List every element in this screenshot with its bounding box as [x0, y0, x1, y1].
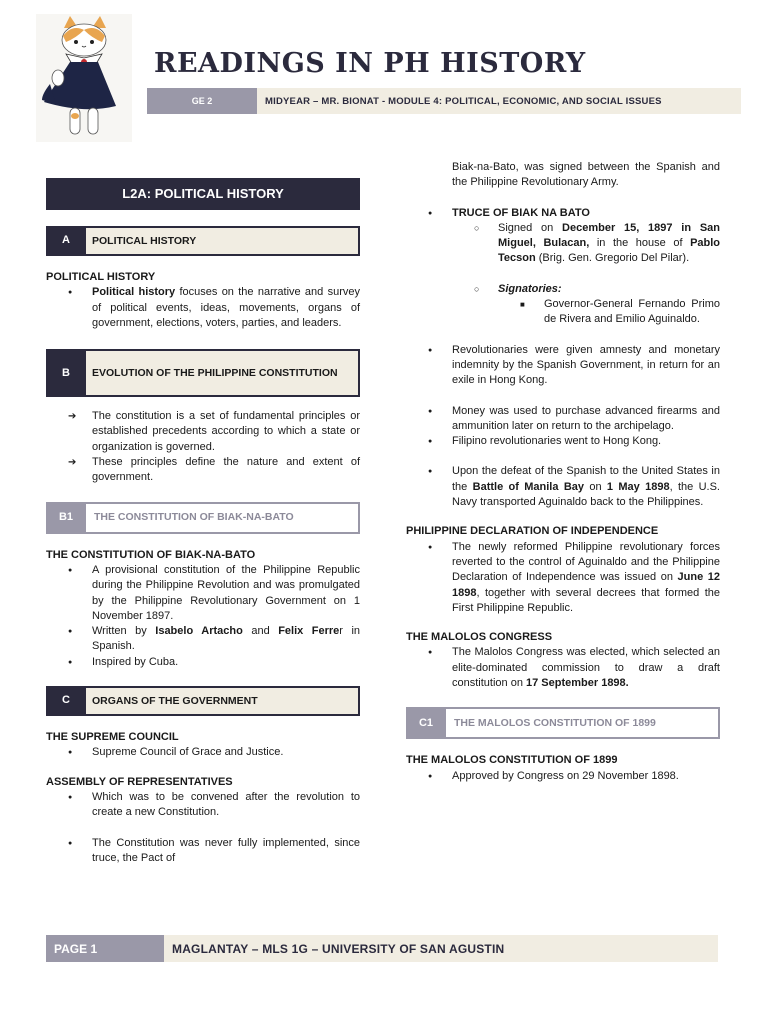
subheading-supreme-council: THE SUPREME COUNCIL	[46, 731, 179, 744]
list-item: ● TRUCE OF BIAK NA BATO	[406, 206, 720, 221]
list-item-continued: Biak-na-Bato, was signed between the Spanish and the Philippine Revolutionary Army.	[452, 161, 720, 189]
bullet-list	[46, 285, 360, 331]
list-item: ○ Signed on December 15, 1897 in San Miguel, Bulacan, in the house of Pablo Tecson (Brig. Gen. Gregorio Del Pilar).	[406, 221, 720, 267]
course-banner	[147, 88, 741, 114]
section-letter: B1	[46, 504, 86, 532]
sub-bullet-list	[406, 221, 720, 297]
subheading-malolos-constitution: THE MALOLOS CONSTITUTION OF 1899	[406, 754, 618, 767]
section-letter: C1	[406, 709, 446, 737]
document-title: READINGS IN PH HISTORY	[154, 48, 586, 79]
bullet-list	[46, 563, 360, 670]
section-b-header	[46, 349, 360, 397]
list-item: ● Inspired by Cuba.	[46, 655, 360, 670]
bullet-list	[406, 206, 720, 221]
section-a-header	[46, 226, 360, 256]
course-subtitle: MIDYEAR – MR. BIONAT - MODULE 4: POLITICAL, ECONOMIC, AND SOCIAL ISSUES	[265, 95, 662, 107]
subheading-malolos-congress: THE MALOLOS CONGRESS	[406, 631, 553, 644]
list-item: ● Which was to be convened after the revolution to create a new Constitution.	[46, 790, 360, 821]
section-letter: C	[46, 688, 86, 714]
subheading-independence: PHILIPPINE DECLARATION OF INDEPENDENCE	[406, 525, 659, 538]
bullet-list	[46, 790, 360, 866]
subheading-political-history: POLITICAL HISTORY	[46, 271, 156, 283]
subheading-assembly: ASSEMBLY OF REPRESENTATIVES	[46, 775, 233, 788]
section-letter: B	[46, 351, 86, 395]
list-item: ● Money was used to purchase advanced firearms and ammunition later on return to the archipelago.	[406, 404, 720, 435]
list-item: ● Approved by Congress on 29 November 1898.	[406, 769, 720, 784]
bullet-list	[46, 745, 360, 760]
section-c-header	[46, 686, 360, 716]
lesson-title: L2A: POLITICAL HISTORY	[46, 178, 360, 210]
list-item: ● Filipino revolutionaries went to Hong Kong.	[406, 434, 720, 449]
list-item: ● Supreme Council of Grace and Justice.	[46, 745, 360, 760]
section-name: THE MALOLOS CONSTITUTION OF 1899	[454, 716, 656, 729]
list-item: ● Political history focuses on the narrative and survey of political events, ideas, movements, organs of government, elections, voters, parties, and leaders.	[46, 285, 360, 331]
sub-sub-bullet-list	[406, 297, 720, 328]
list-item: ● Upon the defeat of the Spanish to the United States in the Battle of Manila Bay on 1 May 1898, the U.S. Navy transported Aguinaldo back to the Philippines.	[406, 464, 720, 510]
list-item: ➔ These principles define the nature and extent of government.	[46, 455, 360, 486]
list-item: ➔ The constitution is a set of fundamental principles or established precedents according to which a state or organization is governed.	[46, 409, 360, 455]
bullet-list	[406, 769, 720, 784]
section-name: POLITICAL HISTORY	[92, 234, 197, 247]
footer-author: MAGLANTAY – MLS 1G – UNIVERSITY OF SAN AGUSTIN	[172, 941, 505, 956]
arrow-list	[46, 409, 360, 485]
list-item: ● Written by Isabelo Artacho and Felix Ferrer in Spanish.	[46, 624, 360, 655]
cat-mascot-illustration	[36, 14, 132, 142]
list-item: ● The newly reformed Philippine revolutionary forces reverted to the control of Aguinaldo and the Philippine Declaration of Independence was issued on June 12 1898, together with several decrees that formed the First Philippine Republic.	[406, 540, 720, 616]
page-number: PAGE 1	[46, 935, 164, 962]
section-name: EVOLUTION OF THE PHILIPPINE CONSTITUTION	[92, 366, 338, 379]
section-c1-header	[406, 707, 720, 739]
section-b1-header	[46, 502, 360, 534]
page-footer	[46, 935, 718, 962]
list-item: ○ Signatories:	[406, 282, 720, 297]
bullet-list	[406, 540, 720, 616]
list-item: ● The Malolos Congress was elected, which selected an elite-dominated commission to draw a draft constitution on 17 September 1898.	[406, 645, 720, 691]
bullet-list	[406, 645, 720, 691]
left-column	[46, 160, 360, 866]
bullet-continuation	[406, 160, 720, 191]
bullet-list	[406, 343, 720, 511]
list-item: ● A provisional constitution of the Philippine Republic during the Philippine Revolution and was promulgated by the Philippine Revolutionary Government on 1 November 1897.	[46, 563, 360, 624]
course-code-badge: GE 2	[147, 88, 257, 114]
section-letter: A	[46, 228, 86, 254]
list-item: ● The Constitution was never fully implemented, since truce, the Pact of	[46, 836, 360, 867]
right-column	[406, 160, 720, 784]
section-name: THE CONSTITUTION OF BIAK-NA-BATO	[94, 511, 294, 524]
list-item: ■ Governor-General Fernando Primo de Rivera and Emilio Aguinaldo.	[406, 297, 720, 328]
list-item: ● Revolutionaries were given amnesty and monetary indemnity by the Spanish Government, in return for an exile in Hong Kong.	[406, 343, 720, 389]
section-name: ORGANS OF THE GOVERNMENT	[92, 694, 258, 707]
subheading-biak-na-bato: THE CONSTITUTION OF BIAK-NA-BATO	[46, 548, 256, 561]
